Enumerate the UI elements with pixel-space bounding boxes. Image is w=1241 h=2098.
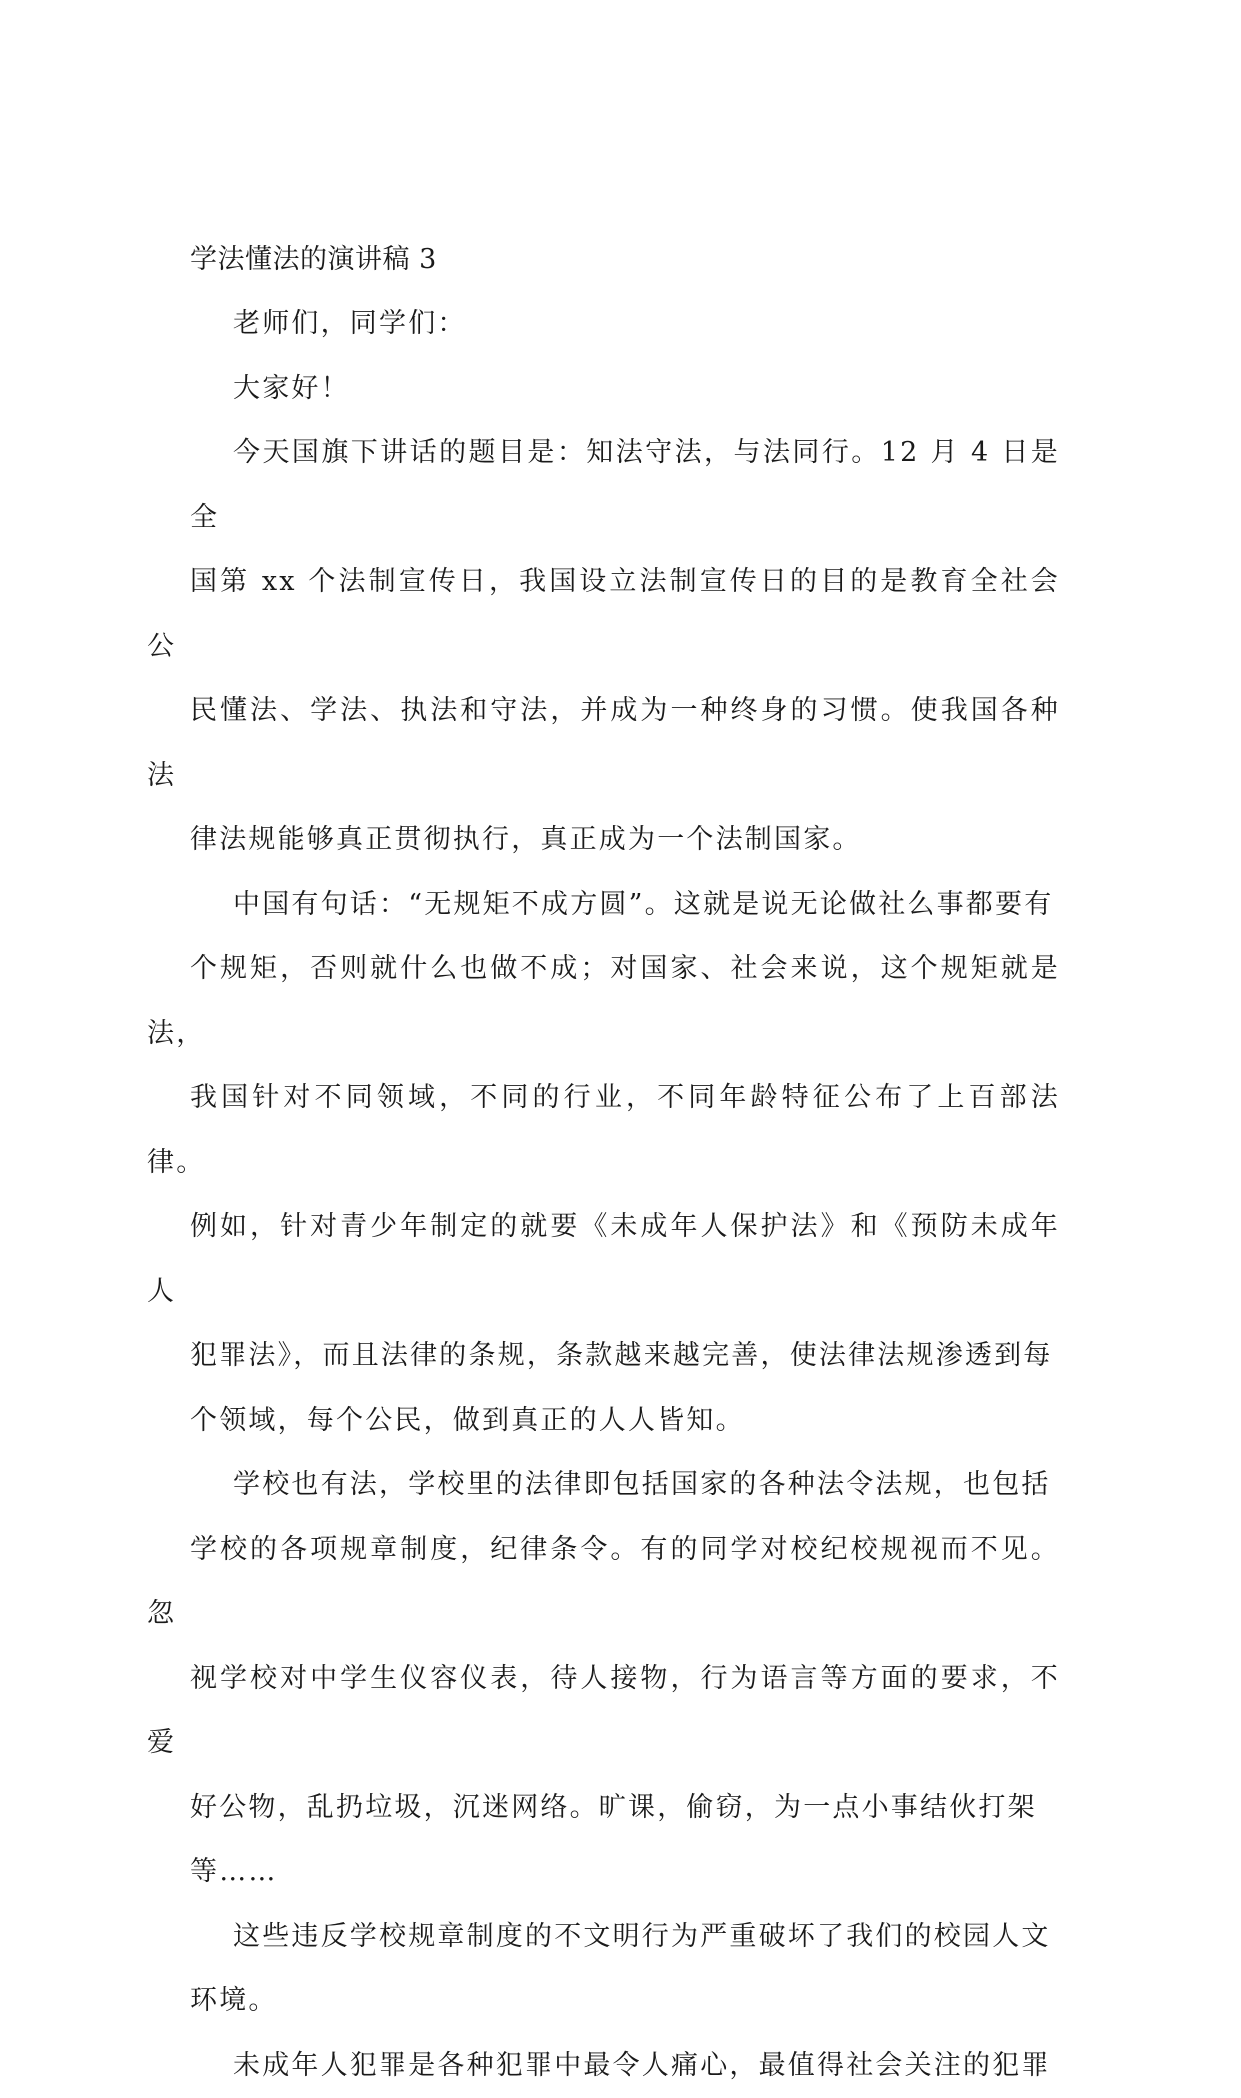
text-line: 民懂法、学法、执法和守法，并成为一种终身的习惯。使我国各种法 [147,679,1060,808]
text-line: 例如，针对青少年制定的就要《未成年人保护法》和《预防未成年人 [147,1195,1060,1324]
text-line: 今天国旗下讲话的题目是：知法守法，与法同行。12 月 4 日是全 [190,421,1060,550]
paragraph [190,1453,1060,1905]
paragraph [190,1905,1060,2034]
text-line: 环境。 [147,1969,1060,2034]
text-line: 等…… [147,1840,1060,1905]
text-line: 学校的各项规章制度，纪律条令。有的同学对校纪校规视而不见。忽 [147,1518,1060,1647]
paragraph [190,873,1060,1454]
text-line: 老师们，同学们： [190,292,1060,357]
text-line: 我国针对不同领域，不同的行业，不同年龄特征公布了上百部法律。 [147,1066,1060,1195]
text-line: 犯罪法》，而且法律的条规，条款越来越完善，使法律法规渗透到每 [147,1324,1060,1389]
text-line: 这些违反学校规章制度的不文明行为严重破坏了我们的校园人文 [190,1905,1060,1970]
paragraph [190,292,1060,357]
text-line: 国第 xx 个法制宣传日，我国设立法制宣传日的目的是教育全社会公 [147,550,1060,679]
paragraph-list [190,292,1060,2098]
text-line: 视学校对中学生仪容仪表，待人接物，行为语言等方面的要求，不爱 [147,1647,1060,1776]
text-line: 中国有句话：“无规矩不成方圆”。这就是说无论做社么事都要有 [190,873,1060,938]
paragraph [190,2034,1060,2098]
text-line: 个领域，每个公民，做到真正的人人皆知。 [147,1389,1060,1454]
text-line: 大家好！ [190,357,1060,422]
paragraph [190,357,1060,422]
text-line: 好公物，乱扔垃圾，沉迷网络。旷课，偷窃，为一点小事结伙打架 [147,1776,1060,1841]
document-title: 学法懂法的演讲稿 3 [190,228,1060,292]
text-line: 个规矩，否则就什么也做不成；对国家、社会来说，这个规矩就是法， [147,937,1060,1066]
text-line: 律法规能够真正贯彻执行，真正成为一个法制国家。 [147,808,1060,873]
text-line: 未成年人犯罪是各种犯罪中最令人痛心，最值得社会关注的犯罪 [190,2034,1060,2098]
paragraph [190,421,1060,873]
document-body [190,228,1060,2098]
text-line: 学校也有法，学校里的法律即包括国家的各种法令法规，也包括 [190,1453,1060,1518]
